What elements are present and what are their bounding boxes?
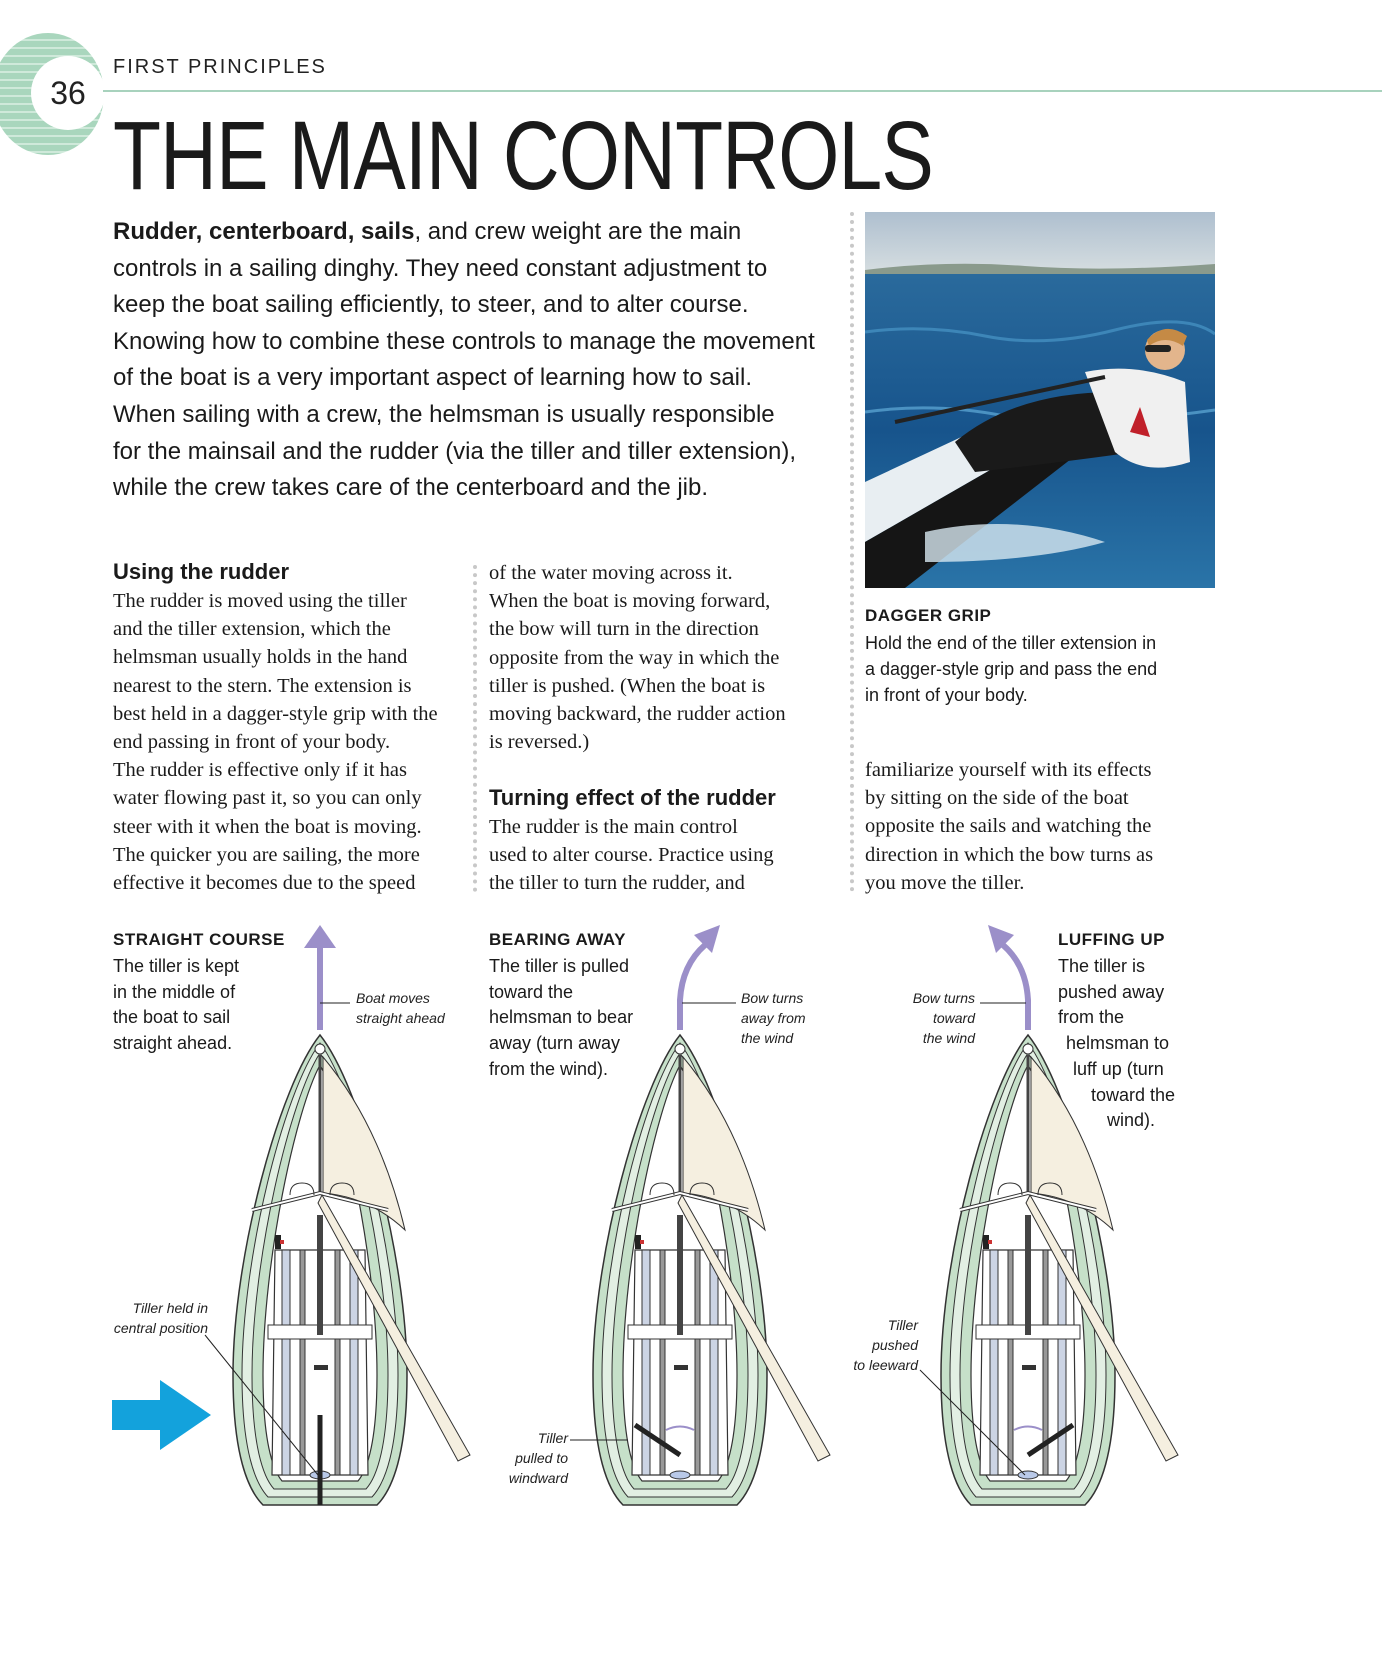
text-line: the wind bbox=[741, 1030, 794, 1046]
text-line: straight ahead. bbox=[113, 1033, 233, 1054]
diagram-title-straight: STRAIGHT COURSE bbox=[113, 930, 285, 949]
section-label: FIRST PRINCIPLES bbox=[113, 56, 327, 78]
wind-direction-arrow-icon bbox=[112, 1380, 211, 1450]
text-line: of the boat is a very important aspect of learning how to sail. bbox=[113, 364, 753, 392]
text-line: is reversed.) bbox=[489, 731, 590, 754]
text-line: the tiller to turn the rudder, and bbox=[489, 872, 745, 895]
text-line: effective it becomes due to the speed bbox=[113, 872, 416, 895]
text-line: Tiller bbox=[887, 1317, 918, 1333]
text-line: away from bbox=[741, 1010, 806, 1026]
text-line: Bow turns bbox=[912, 990, 975, 1006]
text-line: in front of your body. bbox=[865, 685, 1028, 705]
text-line: toward the bbox=[489, 981, 574, 1002]
heading-using-rudder: Using the rudder bbox=[113, 559, 290, 584]
curved-arrow-left-icon bbox=[988, 925, 1028, 1030]
heading-turning-effect: Turning effect of the rudder bbox=[489, 785, 776, 810]
text-line: The tiller is bbox=[1058, 956, 1146, 976]
text-line: the bow will turn in the direction bbox=[489, 618, 759, 641]
text-line: opposite from the way in which the bbox=[489, 646, 780, 669]
text-line: keep the boat sailing efficiently, to steer, and to alter course. bbox=[113, 291, 749, 319]
text-line: away (turn away bbox=[489, 1033, 621, 1054]
photo-caption-title: DAGGER GRIP bbox=[865, 606, 992, 625]
intro-lead-rest: , and crew weight are the main bbox=[414, 218, 742, 245]
text-line: end passing in front of your body. bbox=[113, 731, 391, 754]
text-line: pushed bbox=[872, 1337, 918, 1353]
text-line: The rudder is the main control bbox=[489, 816, 738, 838]
text-line: The quicker you are sailing, the more bbox=[113, 843, 420, 866]
text-line: you move the tiller. bbox=[865, 871, 1025, 894]
text-line: toward bbox=[932, 1010, 975, 1026]
text-line: When the boat is moving forward, bbox=[489, 590, 771, 613]
diagram-title-luffing: LUFFING UP bbox=[1058, 930, 1165, 949]
text-line: to leeward bbox=[853, 1357, 918, 1373]
text-line: Bow turns bbox=[741, 990, 804, 1006]
text-line: opposite the sails and watching the bbox=[865, 815, 1152, 838]
text-line: direction in which the bow turns as bbox=[865, 843, 1154, 866]
text-line: wind). bbox=[1107, 1110, 1156, 1131]
text-line: pulled to bbox=[515, 1450, 568, 1466]
text-line: straight ahead bbox=[356, 1010, 445, 1026]
text-line: central position bbox=[113, 1320, 208, 1336]
text-line: from the wind). bbox=[489, 1058, 609, 1079]
curved-arrow-right-icon bbox=[680, 925, 720, 1030]
text-line: helmsman to bbox=[1066, 1033, 1170, 1054]
text-line: tiller is pushed. (When the boat is bbox=[489, 674, 766, 697]
text-line: pushed away bbox=[1058, 981, 1165, 1002]
text-line: used to alter course. Practice using bbox=[489, 844, 774, 867]
text-line: When sailing with a crew, the helmsman is usually responsible bbox=[113, 400, 775, 428]
text-line: Tiller bbox=[537, 1430, 568, 1446]
text-line: windward bbox=[508, 1470, 568, 1486]
text-line: Tiller held in bbox=[132, 1300, 208, 1316]
text-line: in the middle of bbox=[113, 981, 236, 1002]
text-line: water flowing past it, so you can only bbox=[113, 787, 422, 810]
page-number: 36 bbox=[31, 56, 105, 130]
text-line: from the bbox=[1058, 1007, 1125, 1028]
text-line: Knowing how to combine these controls to manage the movement bbox=[113, 327, 815, 355]
text-line: steer with it when the boat is moving. bbox=[113, 815, 422, 838]
diagram-title-bearing: BEARING AWAY bbox=[489, 930, 626, 949]
text-line: The rudder is moved using the tiller bbox=[113, 590, 407, 612]
text-line: luff up (turn bbox=[1073, 1058, 1164, 1079]
straight-arrow-icon bbox=[304, 925, 336, 1030]
text-line: best held in a dagger-style grip with the bbox=[113, 702, 438, 725]
text-line: The tiller is kept bbox=[113, 956, 240, 976]
text-line: by sitting on the side of the boat bbox=[865, 787, 1129, 810]
text-line: and the tiller extension, which the bbox=[113, 618, 391, 641]
text-line: the wind bbox=[922, 1030, 975, 1046]
text-line: moving backward, the rudder action bbox=[489, 703, 786, 726]
text-line: controls in a sailing dinghy. They need constant adjustment to bbox=[113, 254, 768, 282]
text-line: The tiller is pulled bbox=[489, 956, 630, 976]
text-line: helmsman usually holds in the hand bbox=[113, 646, 408, 669]
intro-lead-bold: Rudder, centerboard, sails bbox=[113, 218, 415, 245]
text-line: of the water moving across it. bbox=[489, 562, 733, 584]
text-line: the boat to sail bbox=[113, 1007, 231, 1028]
text-line: a dagger-style grip and pass the end bbox=[865, 659, 1158, 679]
page-title: THE MAIN CONTROLS bbox=[113, 101, 934, 210]
text-line: for the mainsail and the rudder (via the tiller and tiller extension), bbox=[113, 437, 797, 465]
text-line: helmsman to bear bbox=[489, 1007, 634, 1028]
text-line: nearest to the stern. The extension is bbox=[113, 674, 412, 697]
text-line: The rudder is effective only if it has bbox=[113, 759, 407, 782]
text-line: familiarize yourself with its effects bbox=[865, 759, 1152, 781]
text-line: Boat moves bbox=[356, 990, 430, 1006]
text-line: while the crew takes care of the centerboard and the jib. bbox=[113, 474, 709, 502]
text-line: toward the bbox=[1091, 1084, 1176, 1105]
text-line: Hold the end of the tiller extension in bbox=[865, 633, 1157, 653]
